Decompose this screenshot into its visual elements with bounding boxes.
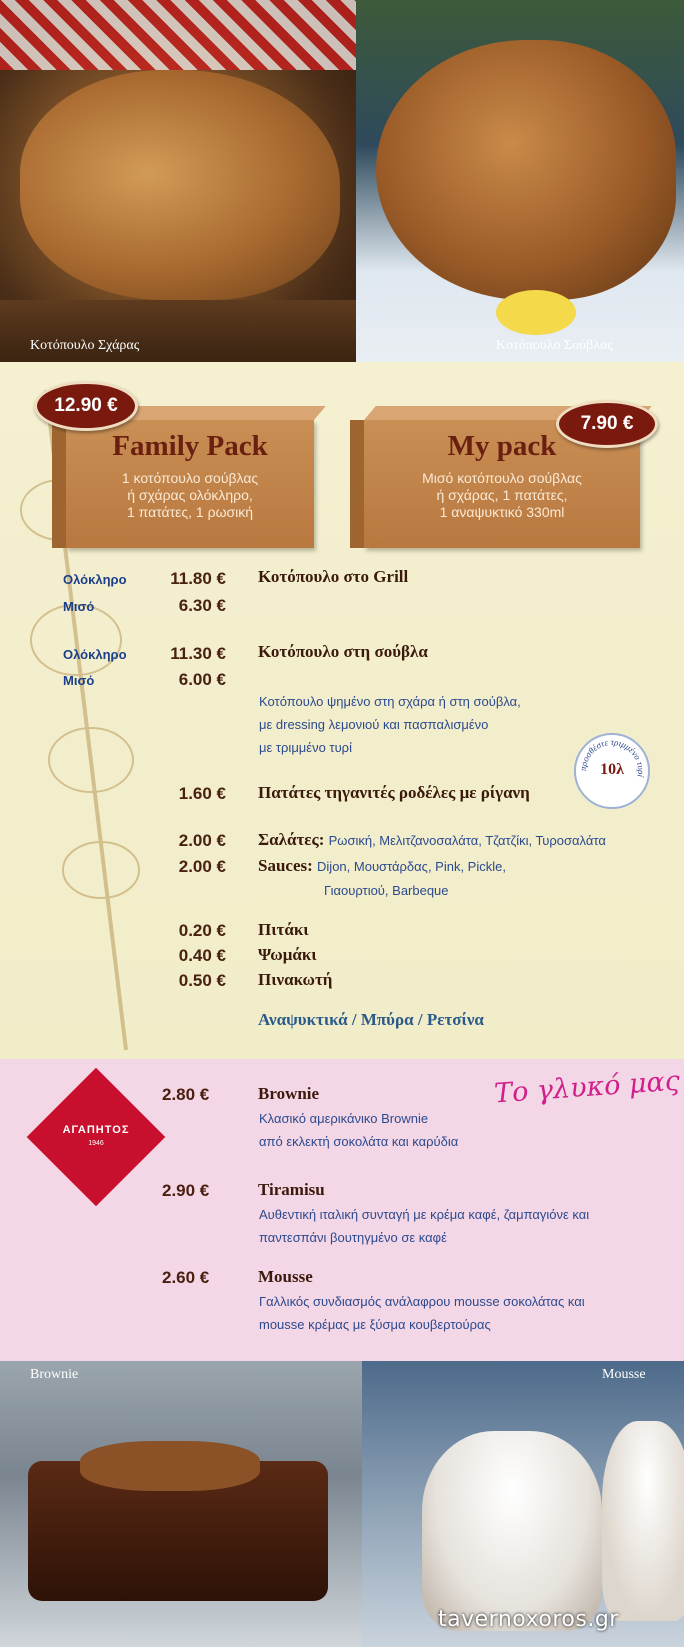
svg-text:προσθέστε τριμμένο τυρί: προσθέστε τριμμένο τυρί (577, 736, 647, 778)
souvla-whole-price: 11.30 € (170, 644, 226, 663)
chicken-desc-line: με τριμμένο τυρί (259, 740, 352, 755)
bread-name-psomaki: Ψωμάκι (258, 945, 317, 964)
my-pack-title: My pack (447, 430, 557, 462)
sauces-label: Sauces: (258, 856, 313, 875)
my-pack-desc-line: ή σχάρας, 1 πατάτες, (436, 487, 568, 503)
family-pack-desc-line: ή σχάρας ολόκληρο, (127, 487, 253, 503)
photo-grilled-chicken (0, 0, 356, 362)
caption-grilled-chicken: Κοτόπουλο Σχάρας (30, 338, 140, 353)
bread-price-pinakoti: 0.50 € (178, 971, 226, 990)
my-pack-desc (364, 470, 640, 521)
dessert-header: Το γλυκό μας (493, 1065, 681, 1110)
bread-price-pitaki: 0.20 € (178, 921, 226, 940)
caption-mousse: Mousse (602, 1367, 646, 1382)
tiramisu-price: 2.90 € (162, 1181, 210, 1200)
mousse-desc-line: Γαλλικός συνδιασμός ανάλαφρου mousse σοκολάτας και (259, 1294, 585, 1309)
sauces-items-line1: Dijon, Μουστάρδας, Pink, Pickle, (317, 859, 506, 874)
bread-price-psomaki: 0.40 € (178, 946, 226, 965)
souvla-item-name: Κοτόπουλο στη σούβλα (258, 642, 428, 661)
salads-price: 2.00 € (178, 831, 226, 850)
my-pack-price: 7.90 € (556, 400, 658, 448)
my-pack-desc-line: 1 αναψυκτικό 330ml (439, 504, 565, 520)
family-pack-title: Family Pack (112, 430, 268, 462)
brownie-price: 2.80 € (162, 1085, 210, 1104)
grated-cheese-stamp (574, 733, 650, 809)
brownie-desc (259, 1107, 458, 1153)
caption-souvla-chicken: Κοτόπουλο Σούβλας (496, 338, 613, 353)
website-footer: tavernoxoros.gr (438, 1607, 619, 1632)
my-pack-desc-line: Μισό κοτόπουλο σούβλας (422, 470, 582, 486)
chicken-description (259, 690, 521, 759)
family-pack-desc-line: 1 κοτόπουλο σούβλας (121, 470, 259, 486)
grill-half-label: Μισό (63, 599, 95, 614)
grill-half-price: 6.30 € (178, 596, 226, 615)
drinks-line: Αναψυκτικά / Μπύρα / Ρετσίνα (258, 1010, 484, 1029)
brownie-desc-line: Κλασικό αμερικάνικο Brownie (259, 1111, 429, 1126)
fries-price: 1.60 € (178, 784, 226, 803)
sauces-price: 2.00 € (178, 857, 226, 876)
salads-items: Ρωσική, Μελιτζανοσαλάτα, Τζατζίκι, Τυροσαλάτα (328, 833, 606, 848)
mousse-name: Mousse (258, 1267, 313, 1286)
chicken-desc-line: Κοτόπουλο ψημένο στη σχάρα ή στη σούβλα, (259, 694, 521, 709)
family-pack-desc (66, 470, 314, 521)
chicken-desc-line: με dressing λεμονιού και πασπαλισμένο (259, 717, 489, 732)
tiramisu-name: Tiramisu (258, 1180, 325, 1199)
family-pack-price: 12.90 € (34, 381, 138, 431)
family-pack-desc-line: 1 πατάτες, 1 ρωσική (126, 504, 254, 520)
tiramisu-desc-line: παντεσπάνι βουτηγμένο σε καφέ (259, 1230, 447, 1245)
bread-name-pinakoti: Πινακωτή (258, 970, 333, 989)
salads-label: Σαλάτες: (258, 830, 325, 849)
family-pack-box (66, 420, 314, 548)
caption-brownie: Brownie (30, 1367, 79, 1382)
tiramisu-desc (259, 1203, 589, 1249)
grill-whole-price: 11.80 € (170, 569, 226, 588)
souvla-half-price: 6.00 € (178, 670, 226, 689)
photo-souvla-chicken (356, 0, 684, 362)
photo-brownie (0, 1361, 362, 1647)
souvla-half-label: Μισό (63, 673, 95, 688)
photo-mousse (362, 1361, 684, 1647)
brownie-name: Brownie (258, 1084, 320, 1103)
stamp-price: 10λ (600, 761, 624, 778)
mousse-price: 2.60 € (162, 1268, 210, 1287)
brownie-desc-line: από εκλεκτή σοκολάτα και καρύδια (259, 1134, 459, 1149)
fries-name: Πατάτες τηγανιτές ροδέλες με ρίγανη (258, 783, 530, 802)
sauces-items-line2: Γιαουρτιού, Barbeque (324, 883, 449, 898)
agapitos-logo-text: ΑΓΑΠΗΤΟΣ (62, 1124, 130, 1136)
mousse-desc-line: mousse κρέμας με ξύσμα κουβερτούρας (259, 1317, 491, 1332)
mousse-desc (259, 1290, 585, 1336)
salads-row (258, 830, 606, 850)
agapitos-logo-year: 1946 (88, 1140, 104, 1147)
grill-item-name: Κοτόπουλο στο Grill (258, 567, 409, 586)
souvla-whole-label: Ολόκληρο (63, 647, 127, 662)
sauces-row (258, 856, 506, 876)
bread-name-pitaki: Πιτάκι (258, 920, 309, 939)
tiramisu-desc-line: Αυθεντική ιταλική συνταγή με κρέμα καφέ, ζαμπαγιόνε και (259, 1207, 590, 1222)
grill-whole-label: Ολόκληρο (63, 572, 127, 587)
